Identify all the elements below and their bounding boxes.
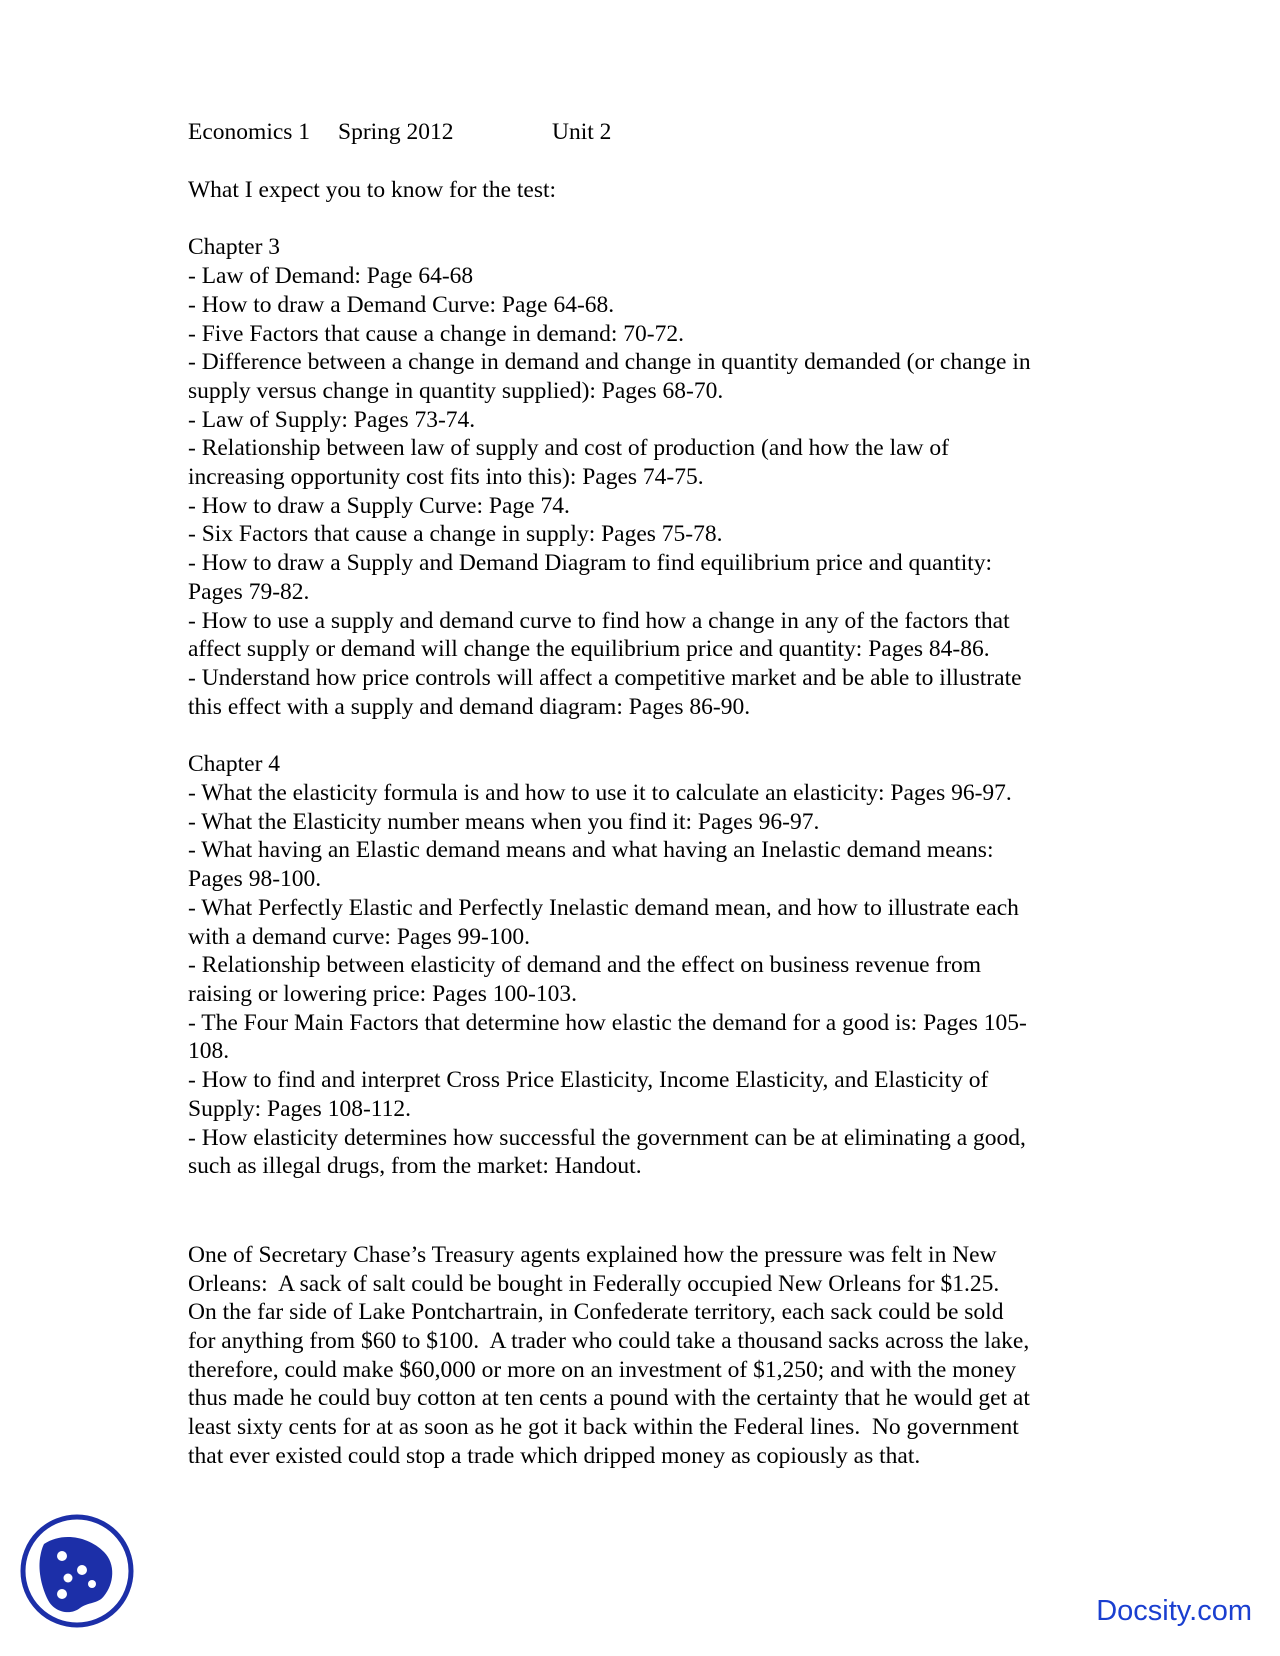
quote-line: One of Secretary Chase’s Treasury agents explained how the pressure was felt in New bbox=[188, 1241, 997, 1268]
list-item: - What the elasticity formula is and how to use it to calculate an elasticity: Pages 96-97. bbox=[188, 780, 1012, 807]
list-item: this effect with a supply and demand diagram: Pages 86-90. bbox=[188, 693, 751, 720]
chapter-title: Chapter 3 bbox=[188, 234, 281, 261]
list-item: - Law of Demand: Page 64-68 bbox=[188, 263, 474, 290]
list-item: - How to draw a Demand Curve: Page 64-68. bbox=[188, 291, 615, 318]
list-item: supply versus change in quantity supplied): Pages 68-70. bbox=[188, 377, 724, 404]
docsity-watermark[interactable]: Docsity.com bbox=[1096, 1595, 1252, 1627]
list-item: - Five Factors that cause a change in demand: 70-72. bbox=[188, 320, 684, 347]
list-item: affect supply or demand will change the equilibrium price and quantity: Pages 84-86. bbox=[188, 636, 990, 663]
course-title: Economics 1 bbox=[188, 119, 311, 145]
unit-label: Unit 2 bbox=[552, 119, 612, 145]
chapter-title: Chapter 4 bbox=[188, 751, 281, 778]
quote-line: therefore, could make $60,000 or more on an investment of $1,250; and with the money bbox=[188, 1356, 1017, 1383]
document-header bbox=[188, 118, 1088, 147]
intro-text: What I expect you to know for the test: bbox=[188, 176, 557, 203]
list-item: - Relationship between law of supply and cost of production (and how the law of bbox=[188, 435, 949, 462]
list-item: increasing opportunity cost fits into this): Pages 74-75. bbox=[188, 464, 704, 491]
quote-line: least sixty cents for at as soon as he got it back within the Federal lines. No government bbox=[188, 1414, 1019, 1441]
list-item: - How to draw a Supply Curve: Page 74. bbox=[188, 492, 570, 519]
document-page bbox=[188, 118, 1088, 1471]
quote-line: for anything from $60 to $100. A trader who could take a thousand sacks across the lake, bbox=[188, 1328, 1030, 1355]
docsity-logo-icon bbox=[18, 1512, 136, 1630]
list-item: - Relationship between elasticity of demand and the effect on business revenue from bbox=[188, 952, 982, 979]
list-item: - How to use a supply and demand curve to find how a change in any of the factors that bbox=[188, 607, 1010, 634]
list-item: - The Four Main Factors that determine how elastic the demand for a good is: Pages 105- bbox=[188, 1009, 1027, 1036]
list-item: - How to find and interpret Cross Price Elasticity, Income Elasticity, and Elasticity of bbox=[188, 1067, 989, 1094]
quote-line: Orleans: A sack of salt could be bought in Federally occupied New Orleans for $1.25. bbox=[188, 1270, 1000, 1297]
list-item: such as illegal drugs, from the market: Handout. bbox=[188, 1153, 642, 1180]
list-item: - What Perfectly Elastic and Perfectly Inelastic demand mean, and how to illustrate each bbox=[188, 894, 1019, 921]
list-item: 108. bbox=[188, 1038, 230, 1065]
list-item: - Six Factors that cause a change in supply: Pages 75-78. bbox=[188, 521, 723, 548]
list-item: - What having an Elastic demand means and what having an Inelastic demand means: bbox=[188, 837, 994, 864]
list-item: Supply: Pages 108-112. bbox=[188, 1095, 412, 1122]
list-item: - How to draw a Supply and Demand Diagram to find equilibrium price and quantity: bbox=[188, 550, 993, 577]
term-label: Spring 2012 bbox=[338, 119, 454, 145]
list-item: - Understand how price controls will affect a competitive market and be able to illustrate bbox=[188, 664, 1022, 691]
list-item: raising or lowering price: Pages 100-103. bbox=[188, 980, 577, 1007]
list-item: with a demand curve: Pages 99-100. bbox=[188, 923, 530, 950]
list-item: Pages 79-82. bbox=[188, 578, 310, 605]
chapter-4-section bbox=[188, 750, 1088, 1181]
list-item: - Law of Supply: Pages 73-74. bbox=[188, 406, 476, 433]
chapter-3-section bbox=[188, 233, 1088, 721]
quote-line: thus made he could buy cotton at ten cents a pound with the certainty that he would get at bbox=[188, 1385, 1030, 1412]
quote-line: On the far side of Lake Pontchartrain, in Confederate territory, each sack could be sold bbox=[188, 1299, 1004, 1326]
list-item: - Difference between a change in demand and change in quantity demanded (or change in bbox=[188, 349, 1031, 376]
list-item: - What the Elasticity number means when you find it: Pages 96-97. bbox=[188, 808, 820, 835]
quote-paragraph bbox=[188, 1241, 1088, 1471]
quote-line: that ever existed could stop a trade which dripped money as copiously as that. bbox=[188, 1442, 921, 1469]
list-item: - How elasticity determines how successful the government can be at eliminating a good, bbox=[188, 1124, 1026, 1151]
list-item: Pages 98-100. bbox=[188, 866, 322, 893]
